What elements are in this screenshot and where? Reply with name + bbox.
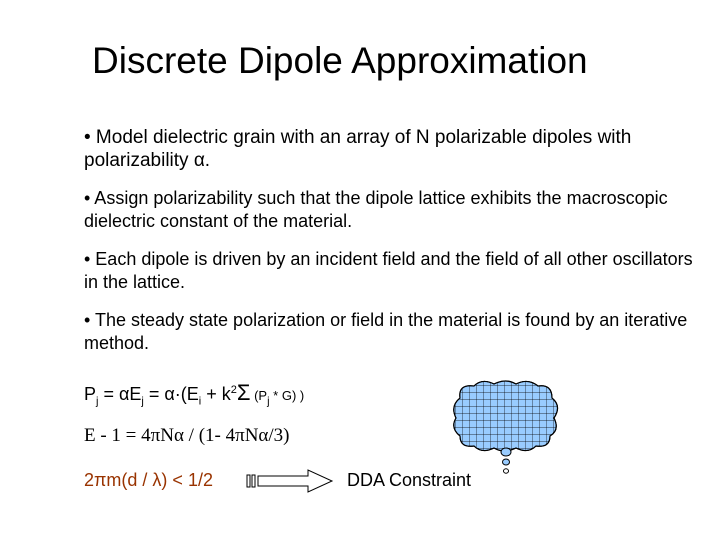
bullet-assign-polarizability: • Assign polarizability such that the dipole lattice exhibits the macroscopic dielectric constant of the material. <box>84 188 668 231</box>
eq-p: P <box>84 384 97 404</box>
eq-pj-sub: j <box>267 395 270 408</box>
eq-e-sub: j <box>141 395 144 408</box>
eq-ei-sub: i <box>198 395 202 408</box>
eq-part4: (P <box>250 388 268 403</box>
slide-title: Discrete Dipole Approximation <box>92 40 588 81</box>
eq-part3: + k <box>201 384 231 404</box>
dipole-lattice-cloud-icon <box>448 378 568 478</box>
bullet-dipole-driven: • Each dipole is driven by an incident field and the field of all other oscillators in the lattice. <box>84 249 693 292</box>
eq-k-sup: 2 <box>230 384 237 396</box>
dielectric-equation: Ε - 1 = 4πNα / (1- 4πNα/3) <box>84 425 290 446</box>
eq-part1: = αE <box>98 384 142 404</box>
bullet-steady-state: • The steady state polarization or field in the material is found by an iterative method. <box>84 310 688 353</box>
arrow-icon <box>246 468 336 494</box>
eq-sigma: Σ <box>236 380 251 405</box>
eq-part5: * G) ) <box>269 388 305 403</box>
eq-part2: = α·(E <box>143 384 199 404</box>
polarization-equation <box>84 380 304 408</box>
eq-p-sub: j <box>96 395 99 408</box>
dda-constraint-label: DDA Constraint <box>347 470 472 490</box>
dda-constraint-equation: 2πm(d / λ) < 1/2 <box>84 470 213 490</box>
bullet-model-grain: • Model dielectric grain with an array of N polarizable dipoles with polarizability α. <box>84 127 632 171</box>
